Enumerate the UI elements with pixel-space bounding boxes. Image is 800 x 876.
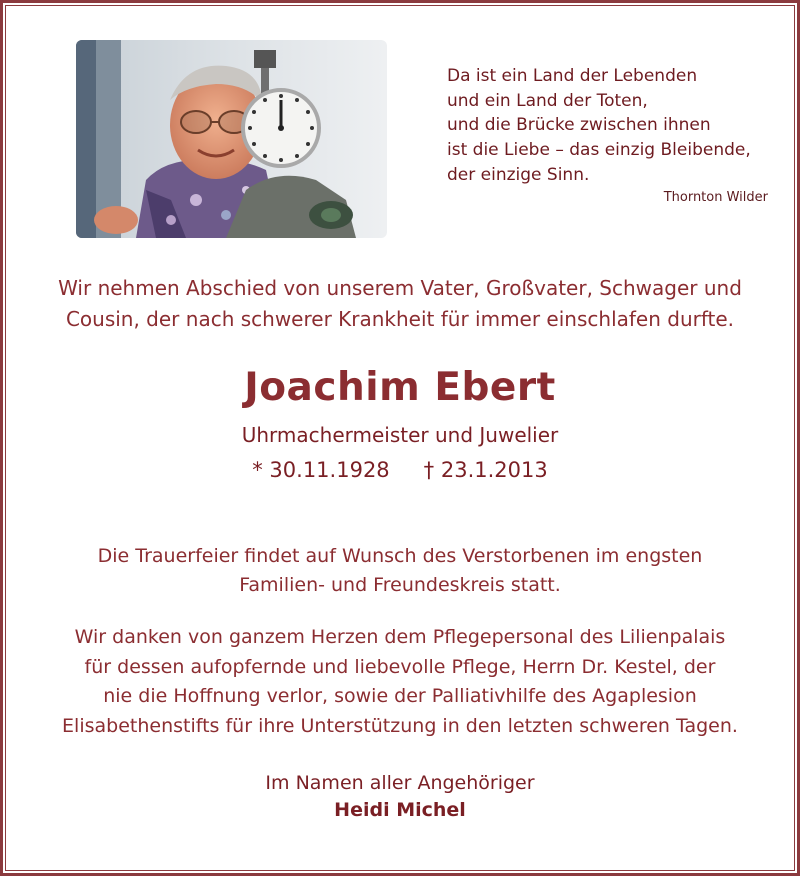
- portrait-photo: [76, 40, 387, 238]
- thanks-line: Elisabethenstifts für ihre Unterstützung in den letzten schweren Tagen.: [62, 714, 738, 737]
- thanks-text: [0, 623, 800, 741]
- quote-author: Thornton Wilder: [663, 190, 768, 205]
- funeral-line: Familien- und Freundeskreis statt.: [239, 574, 561, 596]
- thanks-line: nie die Hoffnung verlor, sowie der Palliativhilfe des Agaplesion: [103, 685, 697, 707]
- quote-line: und die Brücke zwischen ihnen: [447, 115, 711, 136]
- intro-line: Cousin, der nach schwerer Krankheit für immer einschlafen durfte.: [65, 307, 735, 331]
- thanks-line: Wir danken von ganzem Herzen dem Pflegepersonal des Lilienpalais: [74, 626, 726, 648]
- death-date: † 23.1.2013: [423, 458, 548, 482]
- deceased-profession: Uhrmachermeister und Juwelier: [241, 423, 559, 447]
- birth-date: * 30.11.1928: [252, 458, 390, 482]
- on-behalf-text: Im Namen aller Angehöriger: [265, 772, 535, 794]
- signer-name: Heidi Michel: [334, 799, 466, 821]
- life-dates: [0, 458, 800, 482]
- thanks-line: für dessen aufopfernde und liebevolle Pflege, Herrn Dr. Kestel, der: [84, 655, 716, 678]
- quote-line: ist die Liebe – das einzig Bleibende,: [447, 140, 751, 161]
- funeral-notice: [0, 542, 800, 600]
- quote: [447, 64, 777, 188]
- intro-line: Wir nehmen Abschied von unserem Vater, Großvater, Schwager und: [58, 276, 742, 300]
- intro-text: [0, 273, 800, 335]
- quote-line: und ein Land der Toten,: [447, 90, 648, 111]
- funeral-line: Die Trauerfeier findet auf Wunsch des Verstorbenen im engsten: [97, 545, 703, 567]
- quote-line: Da ist ein Land der Lebenden: [447, 66, 698, 86]
- deceased-name: Joachim Ebert: [244, 365, 556, 410]
- quote-line: der einzige Sinn.: [447, 164, 590, 185]
